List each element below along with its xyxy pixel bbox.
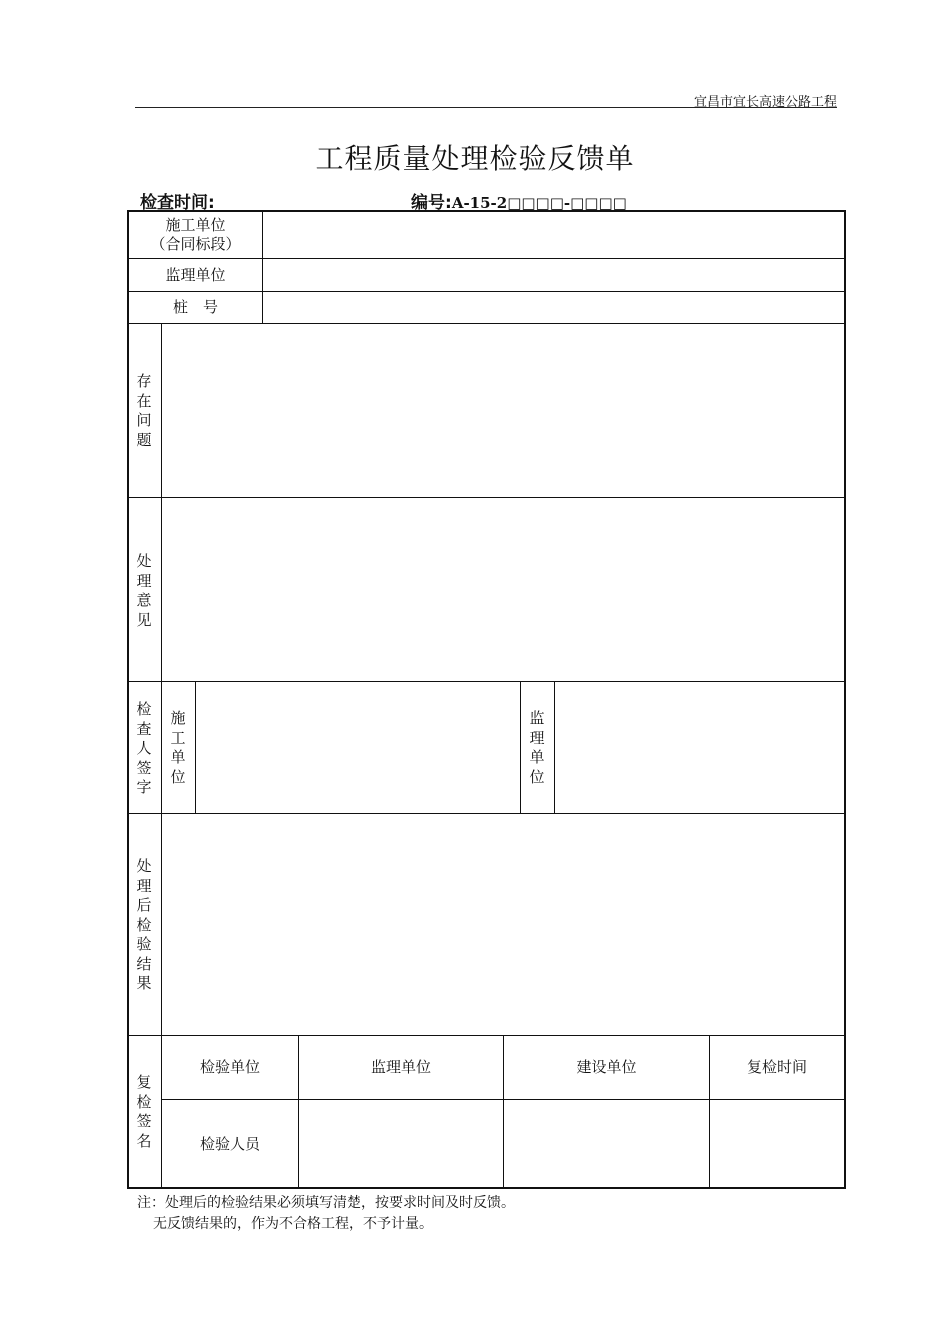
form-number-label: 编号: [411, 193, 452, 213]
contract-section-text: （合同标段） [150, 235, 241, 253]
stake-number-label: 桩 号 [172, 298, 218, 317]
row-divider [127, 497, 846, 498]
row-divider [127, 681, 846, 682]
header-project-name: 宜昌市宜长高速公路工程 [693, 95, 837, 110]
row-divider [127, 323, 846, 324]
construction-unit-text: 施工单位 [165, 216, 226, 235]
note-line-1: 注：处理后的检验结果必须填写清楚，按要求时间及时反馈。 [137, 1195, 515, 1211]
form-number-code: A-15-2□□□□-□□□□ [451, 194, 627, 212]
supervision-unit-label: 监理单位 [165, 265, 226, 284]
col-divider [554, 681, 555, 813]
row-divider [127, 813, 846, 814]
sign-construction-label: 施工单位 [170, 709, 186, 786]
recheck-header-supervision-unit: 监理单位 [370, 1058, 431, 1077]
header-rule [135, 107, 837, 108]
col-divider [262, 210, 263, 323]
post-result-label: 处理后检验结果 [136, 857, 152, 992]
recheck-sign-label: 复检签名 [136, 1073, 152, 1150]
inspector-sign-label: 检查人签字 [136, 700, 152, 796]
col-divider [520, 681, 521, 813]
check-time-label: 检查时间: [140, 193, 215, 213]
sign-supervision-label: 监理单位 [529, 709, 545, 786]
recheck-row-inspector: 检验人员 [199, 1134, 260, 1153]
recheck-header-recheck-time: 复检时间 [746, 1058, 807, 1077]
col-divider [195, 681, 196, 813]
recheck-header-inspection-unit: 检验单位 [199, 1058, 260, 1077]
form-title: 工程质量处理检验反馈单 [315, 142, 635, 175]
note-line-2: 无反馈结果的，作为不合格工程，不予计量。 [153, 1216, 433, 1232]
handling-opinion-label: 处理意见 [136, 552, 152, 629]
construction-unit-label [129, 212, 262, 258]
problems-label: 存在问题 [136, 372, 152, 449]
recheck-header-construction-owner: 建设单位 [576, 1058, 637, 1077]
